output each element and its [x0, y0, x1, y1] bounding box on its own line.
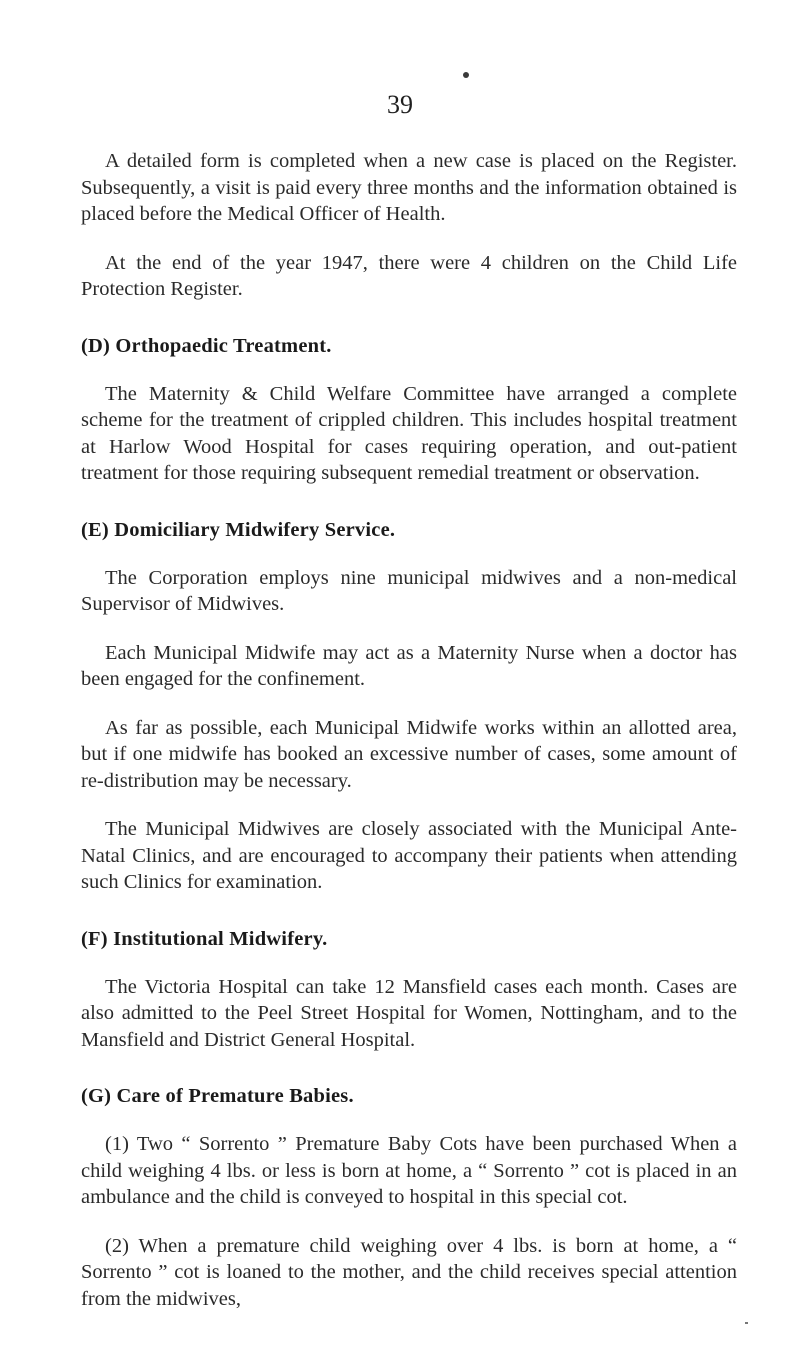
- section-premature-babies: [81, 1083, 737, 1312]
- page-body: [81, 148, 737, 1312]
- section-heading: (D) Orthopaedic Treatment.: [81, 334, 332, 357]
- section-orthopaedic: [81, 333, 737, 487]
- section-heading: (E) Domiciliary Midwifery Service.: [81, 518, 396, 541]
- section-paragraph: As far as possible, each Municipal Midwife works within an allotted area, but if one midwife has booked an excessive number of cases, some amount of re-distribution may be necessary.: [81, 716, 737, 792]
- ink-dot: [463, 72, 469, 78]
- section-paragraph: The Corporation employs nine municipal midwives and a non-medical Supervisor of Midwives.: [81, 566, 737, 615]
- section-paragraph: The Maternity & Child Welfare Committee have arranged a complete scheme for the treatment of crippled children. This includes hospital treatment at Harlow Wood Hospital for cases requiring operation, and out-patient treatment for those requiring subsequent remedial treatment or observation.: [81, 382, 737, 484]
- section-paragraph: The Victoria Hospital can take 12 Mansfield cases each month. Cases are also admitted to the Peel Street Hospital for Women, Nottingham, and to the Mansfield and District General Hospital.: [81, 975, 737, 1051]
- section-heading: (G) Care of Premature Babies.: [81, 1085, 354, 1107]
- section-institutional-midwifery: [81, 926, 737, 1054]
- section-paragraph: The Municipal Midwives are closely associated with the Municipal Ante-Natal Clinics, and are encouraged to accompany their patients when attending such Clinics for examination.: [81, 818, 737, 893]
- intro-paragraph-1: A detailed form is completed when a new case is placed on the Register. Subsequently, a visit is paid every three months and the information obtained is placed before the Medical Officer of Health.: [81, 150, 737, 225]
- section-paragraph: (1) Two “ Sorrento ” Premature Baby Cots have been purchased When a child weighing 4 lbs. or less is born at home, a “ Sorrento ” cot is placed in an ambulance and the child is conveyed to hospital in this special cot.: [81, 1133, 737, 1208]
- section-heading: (F) Institutional Midwifery.: [81, 927, 328, 950]
- section-paragraph: (2) When a premature child weighing over 4 lbs. is born at home, a “ Sorrento ” cot is loaned to the mother, and the child receives special attention from the midwives,: [81, 1234, 737, 1310]
- page-number: 39: [387, 90, 413, 119]
- intro-paragraph-2: At the end of the year 1947, there were 4 children on the Child Life Protection Register.: [81, 251, 737, 300]
- section-paragraph: Each Municipal Midwife may act as a Maternity Nurse when a doctor has been engaged for the confinement.: [81, 641, 737, 690]
- section-domiciliary-midwifery: [81, 517, 737, 896]
- scan-speck: [745, 1322, 748, 1324]
